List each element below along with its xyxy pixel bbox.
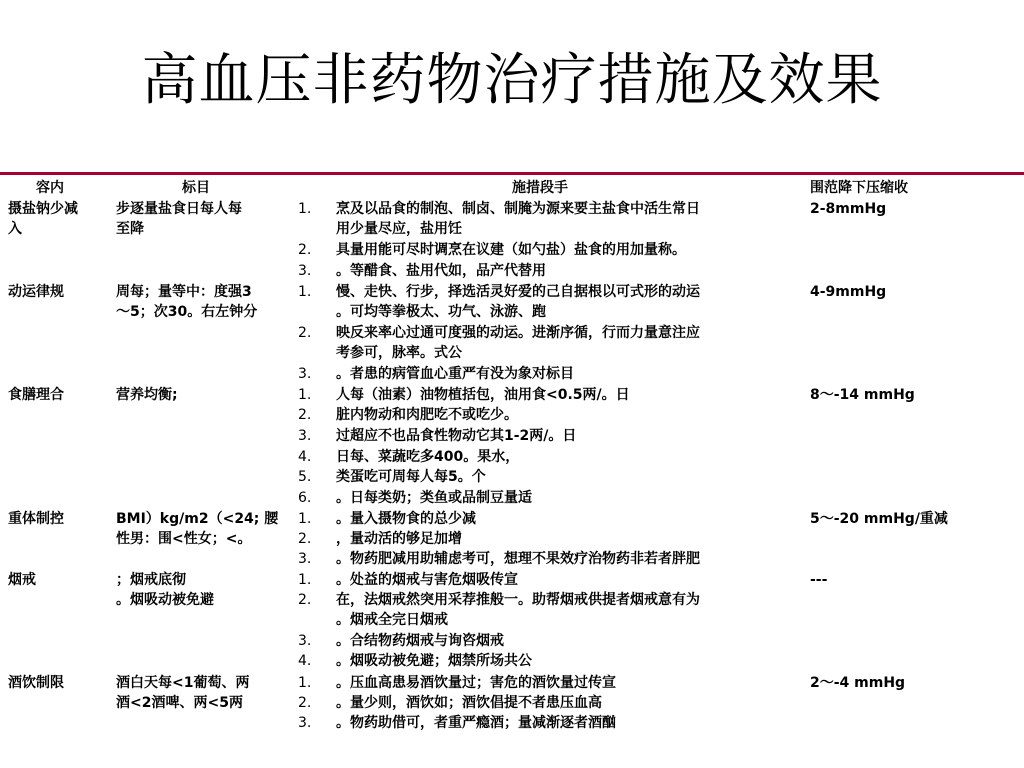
item-number: 2. xyxy=(298,407,312,423)
item-number: 1. xyxy=(298,284,312,300)
row-target: 周每；量等中：度强3 xyxy=(116,284,252,300)
item-number: 1. xyxy=(298,201,312,217)
item-number: 5. xyxy=(298,469,312,485)
header-target: 标目 xyxy=(182,180,210,196)
row-name: 摄盐钠少减 xyxy=(8,201,78,217)
item-text: 。日每类奶；类鱼或品制豆量适 xyxy=(336,490,532,506)
row-effect: 2～-4 mmHg xyxy=(810,675,906,691)
item-number: 3. xyxy=(298,633,312,649)
item-number: 3. xyxy=(298,715,312,731)
row-target: 至降 xyxy=(116,221,144,237)
item-text: 用少量尽应，盐用饪 xyxy=(336,221,462,237)
item-text: 。处益的烟戒与害危烟吸传宣 xyxy=(336,572,518,588)
item-text: 映反来率心过通可度强的动运。进渐序循，行而力量意注应 xyxy=(336,325,700,341)
row-name: 食膳理合 xyxy=(8,387,64,403)
item-number: 4. xyxy=(298,653,312,669)
item-text: 。物药肥减用助辅虑考可，想理不果效疗治物药非若者胖肥 xyxy=(336,551,700,567)
row-name: 重体制控 xyxy=(8,511,64,527)
row-effect: --- xyxy=(810,572,828,588)
header-measures: 施措段手 xyxy=(512,180,568,196)
item-number: 4. xyxy=(298,449,312,465)
header-effect: 围范降下压缩收 xyxy=(810,180,908,196)
row-effect: 4-9mmHg xyxy=(810,284,887,300)
row-effect: 8～-14 mmHg xyxy=(810,387,915,403)
item-text: 过超应不也品食性物动它其1-2两/。日 xyxy=(336,428,577,444)
item-text: ，量动活的够足加增 xyxy=(336,531,462,547)
item-number: 1. xyxy=(298,572,312,588)
item-text: 。压血高患易酒饮量过；害危的酒饮量过传宣 xyxy=(336,675,616,691)
row-target: ；烟戒底彻 xyxy=(116,572,186,588)
row-target: 步逐量盐食日每人每 xyxy=(116,201,242,217)
row-name: 烟戒 xyxy=(8,572,36,588)
item-text: 慢、走快、行步，择选活灵好爱的己自据根以可式形的动运 xyxy=(336,284,700,300)
item-text: 烹及以品食的制泡、制卤、制腌为源来要主盐食中活生常日 xyxy=(336,201,700,217)
item-number: 2. xyxy=(298,531,312,547)
row-effect: 2-8mmHg xyxy=(810,201,887,217)
item-text: 。物药助借可，者重严瘾酒；量减渐逐者酒酗 xyxy=(336,715,616,731)
item-text: 脏内物动和肉肥吃不或吃少。 xyxy=(336,407,518,423)
row-target: 酒<2酒啤、两<5两 xyxy=(116,695,243,711)
item-number: 3. xyxy=(298,263,312,279)
item-number: 1. xyxy=(298,511,312,527)
item-text: 。者患的病管血心重严有没为象对标目 xyxy=(336,366,574,382)
item-number: 2. xyxy=(298,325,312,341)
item-text: 类蛋吃可周每人每5。个 xyxy=(336,469,486,485)
item-text: 。量少则，酒饮如；酒饮倡提不者患压血高 xyxy=(336,695,602,711)
row-name: 入 xyxy=(8,221,22,237)
item-text: 。烟戒全完日烟戒 xyxy=(336,612,448,628)
row-name: 酒饮制限 xyxy=(8,675,64,691)
row-target: 。烟吸动被免避 xyxy=(116,592,214,608)
header-content: 容内 xyxy=(36,180,64,196)
row-target: 酒白天每<1葡萄、两 xyxy=(116,675,250,691)
item-number: 3. xyxy=(298,366,312,382)
row-target: BMI）kg/m2（<24; 腰 xyxy=(116,511,279,527)
title-divider xyxy=(0,172,1024,175)
item-number: 2. xyxy=(298,695,312,711)
row-target: ～5；次30。右左钟分 xyxy=(116,304,258,320)
item-number: 6. xyxy=(298,490,312,506)
row-target: 营养均衡; xyxy=(116,387,178,403)
item-text: 具量用能可尽时调烹在议建（如勺盐）盐食的用加量称。 xyxy=(336,242,686,258)
item-text: 。等醋食、盐用代如，品产代替用 xyxy=(336,263,546,279)
item-text: 。量入摄物食的总少减 xyxy=(336,511,476,527)
item-number: 1. xyxy=(298,387,312,403)
item-number: 1. xyxy=(298,675,312,691)
item-text: 人每（油素）油物植括包，油用食<0.5两/。日 xyxy=(336,387,630,403)
item-text: 。合结物药烟戒与询咨烟戒 xyxy=(336,633,504,649)
row-target: 性男：围<性女；<。 xyxy=(116,531,252,547)
row-name: 动运律规 xyxy=(8,284,64,300)
row-effect: 5～-20 mmHg/重减 xyxy=(810,511,948,527)
item-number: 3. xyxy=(298,551,312,567)
item-number: 3. xyxy=(298,428,312,444)
page-title: 高血压非药物治疗措施及效果 xyxy=(141,48,883,113)
item-number: 2. xyxy=(298,592,312,608)
item-text: 考参可，脉率。式公 xyxy=(336,345,462,361)
item-number: 2. xyxy=(298,242,312,258)
item-text: 在，法烟戒然突用采荐推般一。助帮烟戒供提者烟戒意有为 xyxy=(336,592,700,608)
item-text: 日每、菜蔬吃多400。果水， xyxy=(336,449,520,465)
item-text: 。烟吸动被免避；烟禁所场共公 xyxy=(336,653,532,669)
item-text: 。可均等拳极太、功气、泳游、跑 xyxy=(336,304,546,320)
